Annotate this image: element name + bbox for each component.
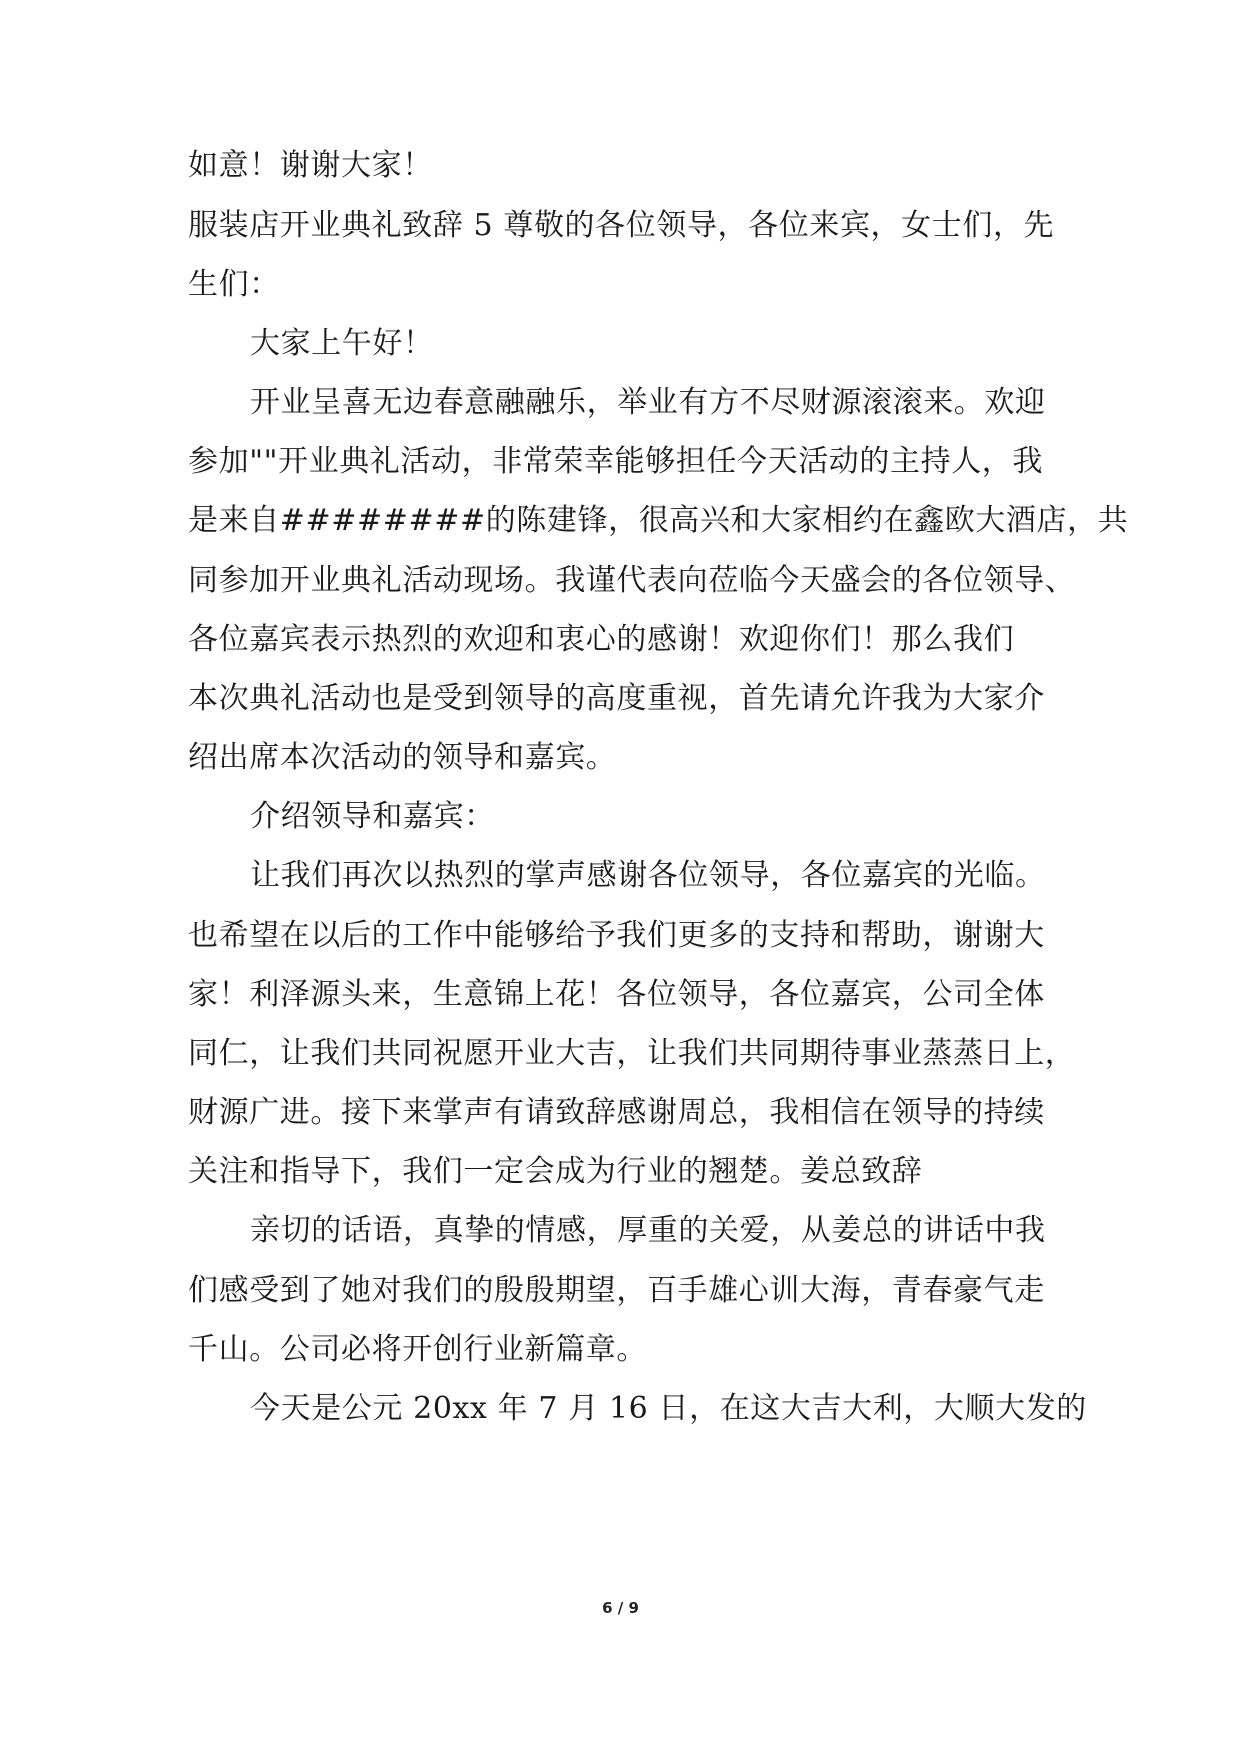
text-line: 如意！谢谢大家！ xyxy=(188,148,433,183)
text-line: 绍出席本次活动的领导和嘉宾。 xyxy=(188,740,617,775)
text-line: 本次典礼活动也是受到领导的高度重视，首先请允许我为大家介 xyxy=(188,681,1045,716)
text-line: 介绍领导和嘉宾： xyxy=(250,799,495,834)
text-line: 财源广进。接下来掌声有请致辞感谢周总，我相信在领导的持续 xyxy=(188,1095,1045,1130)
text-line: 服装店开业典礼致辞 5 尊敬的各位领导，各位来宾，女士们，先 xyxy=(188,208,1055,243)
text-line: 关注和指导下，我们一定会成为行业的翘楚。姜总致辞 xyxy=(188,1154,923,1189)
text-line: 们感受到了她对我们的殷殷期望，百手雄心训大海，青春豪气走 xyxy=(188,1273,1045,1308)
text-line: 同仁，让我们共同祝愿开业大吉，让我们共同期待事业蒸蒸日上， xyxy=(188,1036,1076,1071)
text-line: 今天是公元 20xx 年 7 月 16 日，在这大吉大利，大顺大发的 xyxy=(250,1391,1087,1426)
page-number: 6 / 9 xyxy=(602,1599,639,1617)
text-line: 家！利泽源头来，生意锦上花！各位领导，各位嘉宾，公司全体 xyxy=(188,977,1045,1012)
text-line: 同参加开业典礼活动现场。我谨代表向莅临今天盛会的各位领导、 xyxy=(188,563,1076,598)
text-line: 开业呈喜无边春意融融乐，举业有方不尽财源滚滚来。欢迎 xyxy=(250,385,1046,420)
text-line: 千山。公司必将开创行业新篇章。 xyxy=(188,1332,647,1367)
text-line: 也希望在以后的工作中能够给予我们更多的支持和帮助，谢谢大 xyxy=(188,918,1045,953)
text-line: 各位嘉宾表示热烈的欢迎和衷心的感谢！欢迎你们！那么我们 xyxy=(188,622,1015,657)
text-line: 是来自########的陈建锋，很高兴和大家相约在鑫欧大酒店，共 xyxy=(188,503,1129,538)
text-line: 让我们再次以热烈的掌声感谢各位领导，各位嘉宾的光临。 xyxy=(250,858,1046,893)
text-line: 亲切的话语，真挚的情感，厚重的关爱，从姜总的讲话中我 xyxy=(250,1213,1046,1248)
text-line: 大家上午好！ xyxy=(250,326,434,361)
text-line: 参加""开业典礼活动，非常荣幸能够担任今天活动的主持人，我 xyxy=(188,444,1043,479)
text-line: 生们： xyxy=(188,267,280,302)
